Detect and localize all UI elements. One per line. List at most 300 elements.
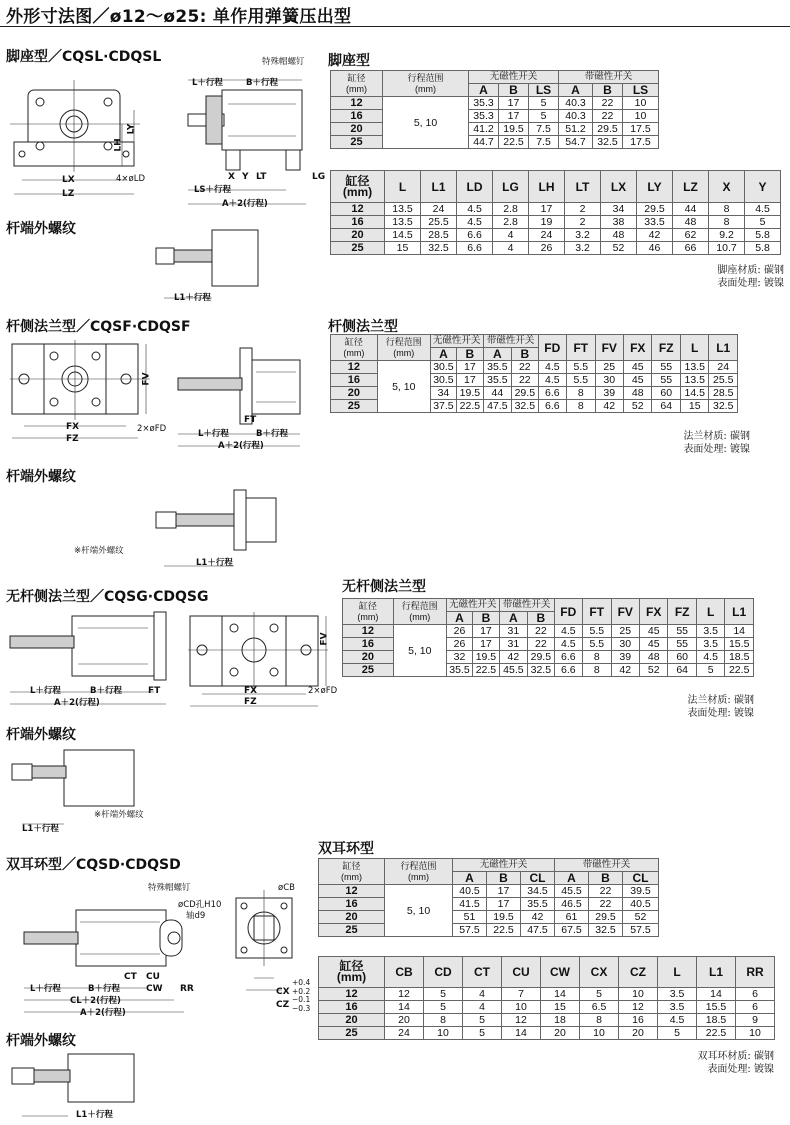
hf-note-material: 法兰材质: 碳钢 bbox=[687, 695, 754, 706]
value-cell: 35.5 bbox=[483, 374, 511, 387]
value-cell: 7.5 bbox=[529, 136, 559, 149]
value-cell: 5.5 bbox=[567, 374, 595, 387]
hf-col: FZ bbox=[668, 599, 696, 625]
bore-cell: 16 bbox=[331, 110, 383, 123]
hf-col: B bbox=[473, 612, 499, 625]
value-cell: 48 bbox=[624, 387, 652, 400]
value-cell: 15.5 bbox=[697, 1001, 736, 1014]
cv-t2-col: L1 bbox=[697, 957, 736, 988]
value-cell: 18.5 bbox=[697, 1014, 736, 1027]
value-cell: 14 bbox=[502, 1027, 541, 1040]
value-cell: 28.5 bbox=[709, 387, 738, 400]
value-cell: 4.5 bbox=[538, 374, 566, 387]
value-cell: 4.5 bbox=[457, 203, 493, 216]
stroke-range-cell: 5, 10 bbox=[383, 97, 469, 149]
rf-col: FV bbox=[595, 335, 623, 361]
dim-label-lt: LT bbox=[256, 172, 267, 182]
value-cell: 30 bbox=[611, 638, 639, 651]
value-cell: 15.5 bbox=[725, 638, 754, 651]
value-cell: 17 bbox=[487, 885, 521, 898]
foot-t1-col: B bbox=[499, 84, 529, 97]
bore-cell: 12 bbox=[331, 97, 383, 110]
value-cell: 34 bbox=[601, 203, 637, 216]
value-cell: 34 bbox=[430, 387, 456, 400]
value-cell: 42 bbox=[637, 229, 673, 242]
dim-label-l-stroke: L＋行程 bbox=[192, 78, 223, 88]
bore-cell: 12 bbox=[319, 988, 385, 1001]
label-cd-hole: øCD孔H10 bbox=[178, 900, 222, 910]
rf-col: FT bbox=[567, 335, 595, 361]
dim-label-fd: 2×øFD bbox=[137, 424, 167, 434]
value-cell: 40.5 bbox=[623, 898, 659, 911]
rf-stroke-header: 行程范围 (mm) bbox=[377, 335, 430, 361]
hf-col: L1 bbox=[725, 599, 754, 625]
value-cell: 4 bbox=[493, 229, 529, 242]
value-cell: 10 bbox=[502, 1001, 541, 1014]
table-title-head-flange: 无杆侧法兰型 bbox=[342, 579, 426, 595]
value-cell: 45 bbox=[639, 625, 667, 638]
value-cell: 5 bbox=[529, 97, 559, 110]
value-cell: 7 bbox=[502, 988, 541, 1001]
cv-t2-col: CU bbox=[502, 957, 541, 988]
label-shaft: 轴d9 bbox=[186, 911, 206, 921]
table-row bbox=[331, 110, 659, 123]
value-cell: 60 bbox=[668, 651, 696, 664]
value-cell: 3.5 bbox=[696, 638, 724, 651]
dim-label-cu: CU bbox=[146, 972, 160, 982]
value-cell: 9 bbox=[736, 1014, 775, 1027]
value-cell: 14 bbox=[725, 625, 754, 638]
dim-label-ls-stroke: LS＋行程 bbox=[194, 185, 232, 195]
dim-label-fz-3: FZ bbox=[244, 697, 257, 707]
value-cell: 10 bbox=[580, 1027, 619, 1040]
hf-note-finish: 表面处理: 镀镍 bbox=[687, 708, 754, 719]
value-cell: 26 bbox=[529, 242, 565, 255]
bore-cell: 16 bbox=[331, 374, 378, 387]
value-cell: 52 bbox=[639, 664, 667, 677]
bore-cell: 20 bbox=[331, 229, 385, 242]
table-row bbox=[319, 988, 775, 1001]
foot-table-2 bbox=[330, 170, 781, 255]
value-cell: 48 bbox=[601, 229, 637, 242]
value-cell: 57.5 bbox=[623, 924, 659, 937]
value-cell: 4 bbox=[463, 1001, 502, 1014]
value-cell: 13.5 bbox=[680, 374, 708, 387]
value-cell: 22.5 bbox=[697, 1027, 736, 1040]
value-cell: 5 bbox=[424, 1001, 463, 1014]
value-cell: 35.3 bbox=[469, 97, 499, 110]
thread-title-head-flange: 杆端外螺纹 bbox=[6, 727, 76, 743]
value-cell: 17 bbox=[487, 898, 521, 911]
dim-label-ft: FT bbox=[244, 415, 257, 425]
table-row bbox=[331, 203, 781, 216]
value-cell: 3.5 bbox=[658, 1001, 697, 1014]
value-cell: 20 bbox=[619, 1027, 658, 1040]
foot-t1-col: LS bbox=[529, 84, 559, 97]
cv-t1-group-mag: 带磁性开关 bbox=[555, 859, 659, 872]
foot-t2-col: LY bbox=[637, 171, 673, 203]
value-cell: 14 bbox=[697, 988, 736, 1001]
value-cell: 40.3 bbox=[559, 97, 593, 110]
dim-label-b-stroke-2: B＋行程 bbox=[256, 429, 288, 439]
value-cell: 8 bbox=[709, 216, 745, 229]
foot-t2-col: LD bbox=[457, 171, 493, 203]
dim-label-b-stroke: B＋行程 bbox=[246, 78, 278, 88]
cv-note-material: 双耳环材质: 碳钢 bbox=[697, 1051, 774, 1062]
label-male-thread-3: ※杆端外螺纹 bbox=[94, 810, 144, 820]
thread-title-rod-flange: 杆端外螺纹 bbox=[6, 469, 76, 485]
hf-col: A bbox=[499, 612, 527, 625]
value-cell: 4.5 bbox=[658, 1014, 697, 1027]
value-cell: 66 bbox=[673, 242, 709, 255]
value-cell: 2.8 bbox=[493, 203, 529, 216]
value-cell: 7.5 bbox=[529, 123, 559, 136]
value-cell: 60 bbox=[652, 387, 680, 400]
value-cell: 9.2 bbox=[709, 229, 745, 242]
value-cell: 25 bbox=[595, 361, 623, 374]
value-cell: 24 bbox=[421, 203, 457, 216]
value-cell: 8 bbox=[580, 1014, 619, 1027]
value-cell: 5.5 bbox=[583, 625, 611, 638]
dim-label-ly: LY bbox=[126, 123, 137, 135]
label-special-bolt-4: 特殊帽螺钉 bbox=[148, 883, 191, 893]
value-cell: 32 bbox=[446, 651, 472, 664]
value-cell: 67.5 bbox=[555, 924, 589, 937]
dim-label-y: Y bbox=[242, 172, 249, 182]
value-cell: 44 bbox=[483, 387, 511, 400]
dim-label-ft-3: FT bbox=[148, 686, 161, 696]
hf-col: A bbox=[446, 612, 472, 625]
value-cell: 17 bbox=[473, 638, 499, 651]
value-cell: 20 bbox=[541, 1027, 580, 1040]
value-cell: 22 bbox=[528, 638, 554, 651]
rf-col: B bbox=[457, 348, 483, 361]
value-cell: 10 bbox=[619, 988, 658, 1001]
value-cell: 2.8 bbox=[493, 216, 529, 229]
foot-t2-bore-header: 缸径 (mm) bbox=[331, 171, 385, 203]
value-cell: 55 bbox=[668, 625, 696, 638]
dim-label-fz: FZ bbox=[66, 434, 79, 444]
cv-t1-group-nomag: 无磁性开关 bbox=[453, 859, 555, 872]
section-title-head-flange: 无杆侧法兰型／CQSG·CDQSG bbox=[6, 589, 209, 605]
value-cell: 39 bbox=[611, 651, 639, 664]
cv-t1-col: A bbox=[453, 872, 487, 885]
value-cell: 22 bbox=[589, 885, 623, 898]
value-cell: 45 bbox=[624, 374, 652, 387]
value-cell: 30 bbox=[595, 374, 623, 387]
value-cell: 44 bbox=[673, 203, 709, 216]
cv-t2-col: CW bbox=[541, 957, 580, 988]
value-cell: 64 bbox=[652, 400, 680, 413]
foot-t2-col: LX bbox=[601, 171, 637, 203]
rf-col: A bbox=[483, 348, 511, 361]
foot-t2-col: LH bbox=[529, 171, 565, 203]
table-row bbox=[319, 1027, 775, 1040]
rf-note-material: 法兰材质: 碳钢 bbox=[683, 431, 750, 442]
value-cell: 10 bbox=[424, 1027, 463, 1040]
value-cell: 35.5 bbox=[446, 664, 472, 677]
value-cell: 5 bbox=[696, 664, 724, 677]
dim-label-cz: CZ bbox=[276, 1000, 290, 1010]
dim-label-cw: CW bbox=[146, 984, 163, 994]
value-cell: 30.5 bbox=[430, 374, 456, 387]
value-cell: 14 bbox=[385, 1001, 424, 1014]
value-cell: 15 bbox=[680, 400, 708, 413]
value-cell: 3.2 bbox=[565, 229, 601, 242]
value-cell: 22 bbox=[512, 374, 538, 387]
value-cell: 29.5 bbox=[637, 203, 673, 216]
dim-label-l1-stroke-2: L1＋行程 bbox=[196, 558, 233, 568]
stroke-range-cell: 5, 10 bbox=[393, 625, 446, 677]
bore-cell: 20 bbox=[331, 387, 378, 400]
cv-note-finish: 表面处理: 镀镍 bbox=[707, 1064, 774, 1075]
bore-cell: 20 bbox=[319, 1014, 385, 1027]
bore-cell: 25 bbox=[343, 664, 394, 677]
value-cell: 5 bbox=[463, 1027, 502, 1040]
value-cell: 31 bbox=[499, 638, 527, 651]
value-cell: 32.5 bbox=[589, 924, 623, 937]
bore-cell: 25 bbox=[319, 1027, 385, 1040]
value-cell: 13.5 bbox=[385, 216, 421, 229]
value-cell: 32.5 bbox=[512, 400, 538, 413]
value-cell: 10 bbox=[623, 110, 659, 123]
table-row bbox=[319, 911, 659, 924]
rf-bore-header: 缸径 (mm) bbox=[331, 335, 378, 361]
dim-label-cx: CX bbox=[276, 987, 290, 997]
dim-label-fx-3: FX bbox=[244, 686, 258, 696]
rf-col: L1 bbox=[709, 335, 738, 361]
value-cell: 47.5 bbox=[521, 924, 555, 937]
cv-t1-stroke-header: 行程范围 (mm) bbox=[385, 859, 453, 885]
cv-t2-col: RR bbox=[736, 957, 775, 988]
value-cell: 45 bbox=[624, 361, 652, 374]
foot-t1-col: LS bbox=[623, 84, 659, 97]
value-cell: 18.5 bbox=[725, 651, 754, 664]
value-cell: 39 bbox=[595, 387, 623, 400]
bore-cell: 20 bbox=[319, 911, 385, 924]
rf-note-finish: 表面处理: 镀镍 bbox=[683, 444, 750, 455]
value-cell: 6.6 bbox=[457, 242, 493, 255]
value-cell: 2 bbox=[565, 216, 601, 229]
value-cell: 26 bbox=[446, 625, 472, 638]
foot-table-1 bbox=[330, 70, 659, 149]
table-row bbox=[331, 97, 659, 110]
value-cell: 22 bbox=[512, 361, 538, 374]
value-cell: 13.5 bbox=[680, 361, 708, 374]
dim-label-a-stroke-3: A＋2(行程) bbox=[54, 698, 100, 708]
table-row bbox=[319, 898, 659, 911]
value-cell: 46 bbox=[637, 242, 673, 255]
clevis-male-thread-drawing bbox=[8, 1052, 138, 1122]
rod-flange-side-view-drawing bbox=[176, 344, 316, 454]
value-cell: 22 bbox=[593, 110, 623, 123]
value-cell: 42 bbox=[499, 651, 527, 664]
dim-label-l-stroke-3: L＋行程 bbox=[30, 686, 61, 696]
value-cell: 44.7 bbox=[469, 136, 499, 149]
value-cell: 2 bbox=[565, 203, 601, 216]
value-cell: 17.5 bbox=[623, 136, 659, 149]
value-cell: 17 bbox=[457, 361, 483, 374]
value-cell: 5 bbox=[745, 216, 781, 229]
cv-t1-col: B bbox=[589, 872, 623, 885]
foot-t2-col: LZ bbox=[673, 171, 709, 203]
value-cell: 24 bbox=[385, 1027, 424, 1040]
value-cell: 55 bbox=[652, 361, 680, 374]
value-cell: 55 bbox=[652, 374, 680, 387]
table-row bbox=[319, 1014, 775, 1027]
table-title-rod-flange: 杆侧法兰型 bbox=[328, 319, 398, 335]
bore-cell: 12 bbox=[331, 203, 385, 216]
cv-t1-col: CL bbox=[623, 872, 659, 885]
head-flange-table bbox=[342, 598, 754, 677]
value-cell: 17 bbox=[499, 97, 529, 110]
foot-t1-bore-header: 缸径 (mm) bbox=[331, 71, 383, 97]
value-cell: 19.5 bbox=[473, 651, 499, 664]
value-cell: 45.5 bbox=[555, 885, 589, 898]
value-cell: 54.7 bbox=[559, 136, 593, 149]
value-cell: 22.5 bbox=[725, 664, 754, 677]
value-cell: 24 bbox=[709, 361, 738, 374]
cv-t2-col: L bbox=[658, 957, 697, 988]
value-cell: 12 bbox=[385, 988, 424, 1001]
dim-label-l-stroke-2: L＋行程 bbox=[198, 429, 229, 439]
value-cell: 14.5 bbox=[385, 229, 421, 242]
cv-t1-bore-header: 缸径 (mm) bbox=[319, 859, 385, 885]
value-cell: 52 bbox=[601, 242, 637, 255]
cv-t2-col: CZ bbox=[619, 957, 658, 988]
value-cell: 45 bbox=[639, 638, 667, 651]
value-cell: 6.6 bbox=[538, 387, 566, 400]
foot-t1-stroke-header: 行程范围 (mm) bbox=[383, 71, 469, 97]
value-cell: 5.8 bbox=[745, 229, 781, 242]
cv-t1-col: B bbox=[487, 872, 521, 885]
section-title-foot: 脚座型／CQSL·CDQSL bbox=[6, 49, 162, 65]
value-cell: 19 bbox=[529, 216, 565, 229]
foot-t2-col: L bbox=[385, 171, 421, 203]
dim-label-b-stroke-4: B＋行程 bbox=[88, 984, 120, 994]
value-cell: 22.5 bbox=[473, 664, 499, 677]
value-cell: 46.5 bbox=[555, 898, 589, 911]
value-cell: 5.5 bbox=[567, 361, 595, 374]
bore-cell: 12 bbox=[331, 361, 378, 374]
bore-cell: 16 bbox=[319, 1001, 385, 1014]
value-cell: 6.6 bbox=[538, 400, 566, 413]
dim-label-cz-tol: −0.1 −0.3 bbox=[292, 995, 311, 1013]
hf-group-mag: 带磁性开关 bbox=[499, 599, 554, 612]
foot-t2-col: X bbox=[709, 171, 745, 203]
cv-t2-col: CB bbox=[385, 957, 424, 988]
value-cell: 3.5 bbox=[696, 625, 724, 638]
foot-t1-col: B bbox=[593, 84, 623, 97]
dim-label-b-stroke-3: B＋行程 bbox=[90, 686, 122, 696]
value-cell: 25 bbox=[611, 625, 639, 638]
cv-t2-col: CX bbox=[580, 957, 619, 988]
dim-label-cx-tol: +0.4 +0.2 bbox=[292, 978, 311, 996]
value-cell: 5.5 bbox=[583, 638, 611, 651]
value-cell: 8 bbox=[583, 651, 611, 664]
value-cell: 29.5 bbox=[512, 387, 538, 400]
table-row bbox=[319, 924, 659, 937]
value-cell: 38 bbox=[601, 216, 637, 229]
stroke-range-cell: 5, 10 bbox=[385, 885, 453, 937]
foot-t1-group-nomag: 无磁性开关 bbox=[469, 71, 559, 84]
hf-col: FD bbox=[554, 599, 582, 625]
thread-title-foot: 杆端外螺纹 bbox=[6, 221, 76, 237]
bore-cell: 25 bbox=[319, 924, 385, 937]
value-cell: 12 bbox=[619, 1001, 658, 1014]
dim-label-lx: LX bbox=[62, 175, 75, 185]
rf-col: FX bbox=[624, 335, 652, 361]
hf-col: FV bbox=[611, 599, 639, 625]
thread-title-clevis: 杆端外螺纹 bbox=[6, 1033, 76, 1049]
value-cell: 4.5 bbox=[696, 651, 724, 664]
value-cell: 39.5 bbox=[623, 885, 659, 898]
clevis-table-1 bbox=[318, 858, 659, 937]
dim-label-l-stroke-4: L＋行程 bbox=[30, 984, 61, 994]
foot-t2-col: Y bbox=[745, 171, 781, 203]
dim-label-a-stroke: A＋2(行程) bbox=[222, 199, 268, 209]
value-cell: 22 bbox=[593, 97, 623, 110]
table-row bbox=[331, 216, 781, 229]
bore-cell: 20 bbox=[343, 651, 394, 664]
bore-cell: 16 bbox=[331, 216, 385, 229]
value-cell: 20 bbox=[385, 1014, 424, 1027]
dim-label-lh: LH bbox=[113, 138, 124, 152]
value-cell: 24 bbox=[529, 229, 565, 242]
dim-label-ld: 4×øLD bbox=[116, 174, 146, 184]
cv-t1-col: A bbox=[555, 872, 589, 885]
foot-t1-col: A bbox=[469, 84, 499, 97]
value-cell: 4.5 bbox=[554, 638, 582, 651]
value-cell: 35.3 bbox=[469, 110, 499, 123]
dim-label-l1-stroke-4: L1＋行程 bbox=[76, 1110, 113, 1120]
value-cell: 52 bbox=[623, 911, 659, 924]
bore-cell: 12 bbox=[319, 885, 385, 898]
value-cell: 12 bbox=[502, 1014, 541, 1027]
value-cell: 6 bbox=[736, 988, 775, 1001]
table-row bbox=[343, 625, 754, 638]
dim-label-fv: FV bbox=[141, 372, 152, 386]
value-cell: 8 bbox=[424, 1014, 463, 1027]
value-cell: 17 bbox=[529, 203, 565, 216]
dim-label-fv-3: FV bbox=[319, 632, 330, 646]
value-cell: 16 bbox=[619, 1014, 658, 1027]
dim-label-cb: øCB bbox=[278, 883, 295, 893]
hf-bore-header: 缸径 (mm) bbox=[343, 599, 394, 625]
rf-col: FD bbox=[538, 335, 566, 361]
value-cell: 42 bbox=[611, 664, 639, 677]
value-cell: 41.5 bbox=[453, 898, 487, 911]
title-divider bbox=[0, 26, 790, 27]
value-cell: 15 bbox=[385, 242, 421, 255]
section-title-rod-flange: 杆侧法兰型／CQSF·CDQSF bbox=[6, 319, 191, 335]
rf-col: A bbox=[430, 348, 456, 361]
value-cell: 32.5 bbox=[593, 136, 623, 149]
foot-t2-col: LG bbox=[493, 171, 529, 203]
bore-cell: 25 bbox=[331, 400, 378, 413]
head-flange-front-view-drawing bbox=[188, 612, 338, 712]
value-cell: 32.5 bbox=[421, 242, 457, 255]
foot-t1-group-mag: 带磁性开关 bbox=[559, 71, 659, 84]
value-cell: 48 bbox=[639, 651, 667, 664]
dim-label-cl-stroke: CL＋2(行程) bbox=[70, 996, 121, 1006]
value-cell: 31 bbox=[499, 625, 527, 638]
value-cell: 42 bbox=[521, 911, 555, 924]
rf-col: B bbox=[512, 348, 538, 361]
hf-col: FT bbox=[583, 599, 611, 625]
dim-label-a-stroke-4: A＋2(行程) bbox=[80, 1008, 126, 1018]
value-cell: 5 bbox=[658, 1027, 697, 1040]
